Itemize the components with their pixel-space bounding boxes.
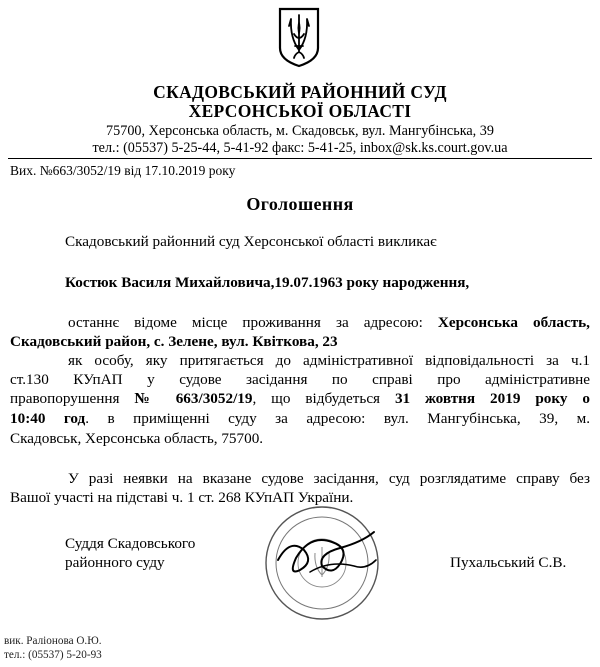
court-contacts: тел.: (05537) 5-25-44, 5-41-92 факс: 5-41-25, inbox@sk.ks.court.gov.ua [92, 140, 508, 156]
hearing-time: 10:40 год [10, 410, 86, 427]
case-number: № 663/3052/19 [134, 390, 253, 407]
body-line-a: як особу, яку притягається до адміністративної відповідальності за ч.1 [68, 352, 590, 369]
header-divider [8, 158, 592, 159]
body-line-c-mid: , що відбудеться [252, 390, 381, 407]
address-line-1 [68, 313, 590, 333]
warning-line-2: Вашої участі на підставі ч. 1 ст. 268 КУпАП України. [10, 489, 354, 506]
body-line-d [10, 409, 590, 429]
address-prefix: останнє відоме місце проживання за адресою: [68, 314, 423, 331]
body-line-b: ст.130 КУпАП у судове засідання по справі про адміністративне [10, 371, 590, 388]
hearing-date: 31 жовтня 2019 року о [394, 390, 590, 407]
judge-title-line-2: районного суду [65, 554, 165, 571]
announcement-title: Оголошення [246, 194, 354, 214]
judge-title-line-1: Суддя Скадовського [65, 535, 196, 552]
judge-signature [270, 520, 380, 590]
court-address: 75700, Херсонська область, м. Скадовськ, вул. Мангубінська, 39 [106, 123, 494, 139]
body-line-d-rest: . в приміщенні суду за адресою: вул. Мангубінська, 39, м. [85, 410, 590, 427]
intro-line: Скадовський районний суд Херсонської області викликає [65, 233, 437, 250]
warning-line-1: У разі неявки на вказане судове засідання, суд розглядатиме справу без [68, 470, 590, 487]
outgoing-reference: Вих. №663/3052/19 від 17.10.2019 року [10, 163, 236, 178]
executor: вик. Раліонова О.Ю. [4, 635, 102, 647]
court-name-line-2: ХЕРСОНСЬКОЇ ОБЛАСТІ [188, 101, 412, 121]
address-region: Херсонська область, [437, 314, 590, 331]
executor-phone: тел.: (05537) 5-20-93 [4, 649, 102, 661]
body-line-e: Скадовськ, Херсонська область, 75700. [10, 430, 264, 447]
court-name-line-1: СКАДОВСЬКИЙ РАЙОННИЙ СУД [153, 82, 447, 102]
coat-of-arms [277, 6, 321, 68]
body-line-c [10, 389, 590, 409]
body-line-c-prefix: правопорушення [10, 390, 120, 407]
judge-name: Пухальський С.В. [450, 554, 567, 571]
summoned-person: Костюк Василя Михайловича,19.07.1963 року народження, [65, 274, 470, 291]
address-line-2: Скадовський район, с. Зелене, вул. Квіткова, 23 [10, 333, 338, 350]
